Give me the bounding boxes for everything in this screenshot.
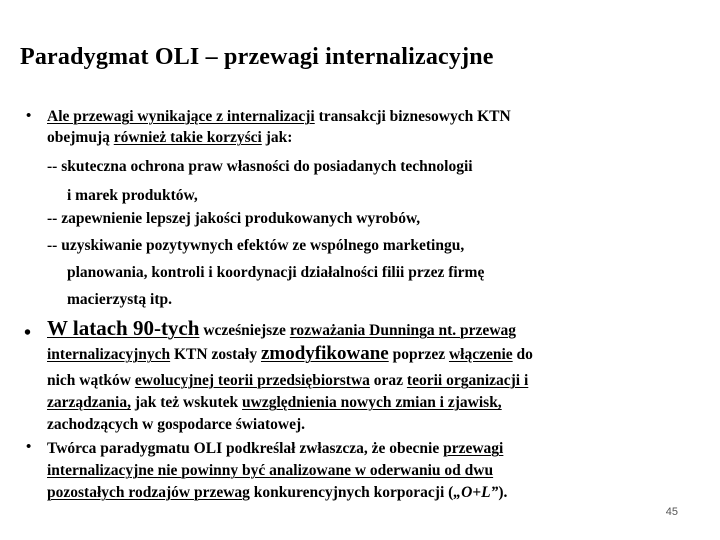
text-span: W latach 90-tych [47, 316, 200, 340]
bullet2-line3 [47, 371, 528, 391]
bullet2-line2 [47, 344, 533, 365]
text-span: ewolucyjnej teorii przedsiębiorstwa [134, 372, 370, 389]
bullet1-line3: -- skuteczna ochrona praw własności do posiadanych technologii [47, 158, 473, 175]
bullet2-line1 [47, 318, 516, 341]
text-span: internalizacyjne nie powinny być analizowane w oderwaniu od dwu [47, 462, 494, 479]
bullet3-line3 [47, 483, 507, 503]
bullet-marker: • [26, 108, 32, 124]
bullet1-line1 [47, 107, 511, 127]
bullet-marker: • [24, 322, 32, 344]
slide-title: Paradygmat OLI – przewagi internalizacyjne [20, 44, 494, 70]
bullet2-line4 [47, 393, 502, 413]
text-span: transakcji biznesowych KTN [314, 108, 511, 125]
text-span: jak też wskutek [130, 394, 243, 411]
text-span: jak: [261, 129, 293, 146]
text-span: zmodyfikowane [260, 343, 389, 364]
bullet1-line6: -- uzyskiwanie pozytywnych efektów ze wspólnego marketingu, [47, 237, 465, 254]
text-span: ). [498, 484, 508, 501]
bullet1-line7: planowania, kontroli i koordynacji działalności filii przez firmę [67, 264, 485, 281]
bullet2-line5: zachodzących w gospodarce światowej. [47, 416, 306, 433]
bullet1-line8: macierzystą itp. [67, 291, 173, 308]
text-span: teorii organizacji i [406, 372, 529, 389]
text-span: oraz [369, 372, 407, 389]
bullet1-line5: -- zapewnienie lepszej jakości produkowanych wyrobów, [47, 210, 421, 227]
text-span: konkurencyjnych korporacji ( [249, 484, 454, 501]
bullet-marker: • [26, 439, 32, 455]
text-span: „O+L” [453, 484, 499, 501]
text-span: internalizacyjnych [47, 346, 171, 363]
text-span: do [512, 346, 533, 363]
text-span: przewagi [443, 440, 504, 457]
text-span: również takie korzyści [113, 129, 262, 146]
text-span: rozważania Dunninga nt. przewag [289, 322, 517, 339]
text-span: obejmują [47, 129, 114, 146]
text-span: poprzez [388, 346, 449, 363]
text-span: KTN zostały [170, 346, 261, 363]
text-span: uwzględnienia nowych zmian i zjawisk, [242, 394, 502, 411]
text-span: zarządzania, [47, 394, 131, 411]
bullet3-line2 [47, 461, 493, 481]
text-span: wcześniejsze [199, 322, 290, 339]
text-span: nich wątków [47, 372, 135, 389]
text-span: pozostałych rodzajów przewag [47, 484, 250, 501]
bullet1-line2 [47, 128, 292, 148]
page-number: 45 [665, 506, 678, 518]
bullet3-line1 [47, 439, 503, 459]
text-span: Twórca paradygmatu OLI podkreślał zwłaszcza, że obecnie [47, 440, 444, 457]
text-span: Ale przewagi wynikające z internalizacji [47, 108, 315, 125]
text-span: włączenie [448, 346, 513, 363]
bullet1-line4: i marek produktów, [67, 187, 198, 204]
